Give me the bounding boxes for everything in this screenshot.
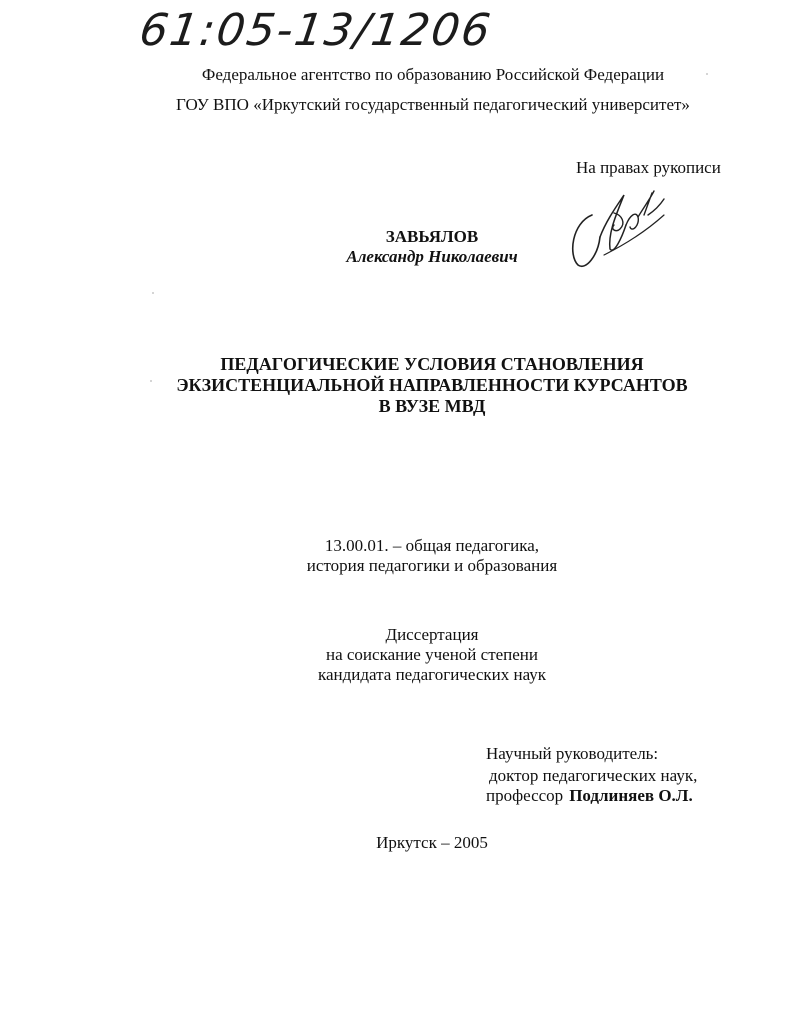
manuscript-rights-note: На правах рукописи [576, 158, 721, 177]
dissertation-label: Диссертация [385, 625, 479, 644]
scan-speck [706, 73, 708, 75]
author-surname: ЗАВЬЯЛОВ [385, 227, 479, 246]
supervisor-degree: доктор педагогических наук, [489, 766, 698, 785]
scan-speck [152, 292, 154, 294]
archive-number-handwritten: 61:05-13/1206 [136, 5, 496, 56]
supervisor-name: Подлиняев О.Л. [569, 786, 693, 805]
city-and-year: Иркутск – 2005 [376, 833, 488, 852]
dissertation-title-line-2: ЭКЗИСТЕНЦИАЛЬНОЙ НАПРАВЛЕННОСТИ КУРСАНТОВ [176, 375, 688, 395]
degree-purpose: на соискание ученой степени [325, 645, 539, 664]
supervisor-label: Научный руководитель: [486, 744, 659, 763]
scan-speck [150, 380, 152, 382]
dissertation-title-line-3: В ВУЗЕ МВД [378, 396, 486, 416]
degree-name: кандидата педагогических наук [317, 665, 547, 684]
dissertation-title-line-1: ПЕДАГОГИЧЕСКИЕ УСЛОВИЯ СТАНОВЛЕНИЯ [220, 354, 644, 374]
author-full-name: Александр Николаевич [346, 247, 518, 266]
supervisor-title: профессор [486, 786, 564, 805]
university-name: ГОУ ВПО «Иркутский государственный педагогический университет» [176, 95, 690, 114]
specialty-name: история педагогики и образования [306, 556, 558, 575]
agency-name: Федеральное агентство по образованию Российской Федерации [201, 65, 665, 84]
specialty-code: 13.00.01. – общая педагогика, [324, 536, 540, 555]
supervisor-title-and-name [486, 786, 693, 806]
